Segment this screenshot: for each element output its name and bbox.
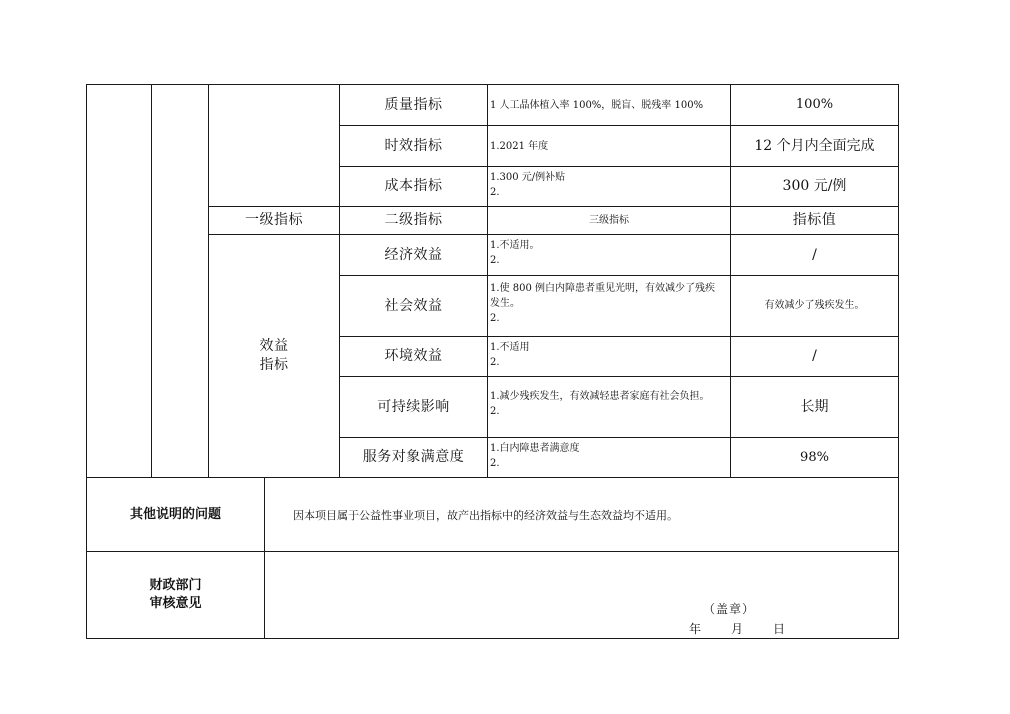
date-day: 日 [773,622,786,636]
level3-social [488,281,730,326]
stamp-label: （盖章） [703,602,756,616]
level3-timeliness [488,139,730,154]
level3-sustainability [488,389,730,419]
level1-benefit-line1: 效益 [259,338,289,355]
level3-economic [488,238,730,268]
level2-environment: 环境效益 [384,348,443,365]
header-level1: 一级指标 [245,212,303,229]
header-level3: 三级指标 [589,214,629,226]
level2-quality: 质量指标 [384,96,443,113]
col-divider [264,477,265,639]
level3-satisfaction [488,441,730,471]
table-border-right [898,84,899,639]
value-quality: 100% [795,97,834,113]
date-month: 月 [731,622,744,636]
level3-line: 1.2021 年度 [490,141,549,152]
level1-benefit [209,235,339,477]
other-label: 其他说明的问题 [129,506,221,522]
level3-line: 2. [490,255,500,266]
value-economic: / [812,246,817,263]
level3-line: 1.不适用 [490,342,530,353]
table-border-bottom [86,638,899,639]
level3-line: 1.使 800 例白内障患者重见光明，有效减少了残疾 [490,283,715,294]
level3-line: 2. [490,458,500,469]
level3-line: 2. [490,406,500,417]
level3-line: 1 人工晶体植入率 100%，脱盲、脱残率 100% [490,100,704,111]
value-social: 有效减少了残疾发生。 [764,300,865,312]
level2-satisfaction: 服务对象满意度 [362,449,465,466]
level2-cost: 成本指标 [384,178,443,195]
level3-line: 1.减少残疾发生，有效减轻患者家庭有社会负担。 [490,391,710,402]
level3-quality [488,98,730,113]
level2-social: 社会效益 [384,297,443,314]
value-timeliness: 12 个月内全面完成 [754,137,875,154]
level3-environment [488,340,730,370]
value-sustainability: 长期 [800,398,829,415]
value-satisfaction: 98% [800,449,829,465]
level3-line: 1.白内障患者满意度 [490,443,580,454]
value-environment: / [812,348,817,365]
level3-line: 2. [490,187,500,198]
header-value: 指标值 [792,212,837,229]
finance-label-line2: 审核意见 [149,596,202,611]
finance-label [87,552,264,638]
level3-cost [488,170,730,200]
finance-label-line1: 财政部门 [149,578,202,594]
date-year: 年 [689,622,702,636]
level3-line: 1.不适用。 [490,240,540,251]
value-cost: 300 元/例 [782,178,847,195]
level2-sustainability: 可持续影响 [377,398,450,415]
level3-line: 2. [490,313,500,324]
level3-line: 发生。 [490,298,520,309]
level2-economic: 经济效益 [384,246,443,263]
col-divider [151,84,152,478]
level3-line: 2. [490,357,500,368]
level3-line: 1.300 元/例补贴 [490,172,566,183]
other-text: 因本项目属于公益性事业项目，故产出指标中的经济效益与生态效益均不适用。 [293,509,678,522]
level2-timeliness: 时效指标 [384,137,443,154]
level1-benefit-line2: 指标 [259,357,289,373]
header-level2: 二级指标 [384,212,443,229]
